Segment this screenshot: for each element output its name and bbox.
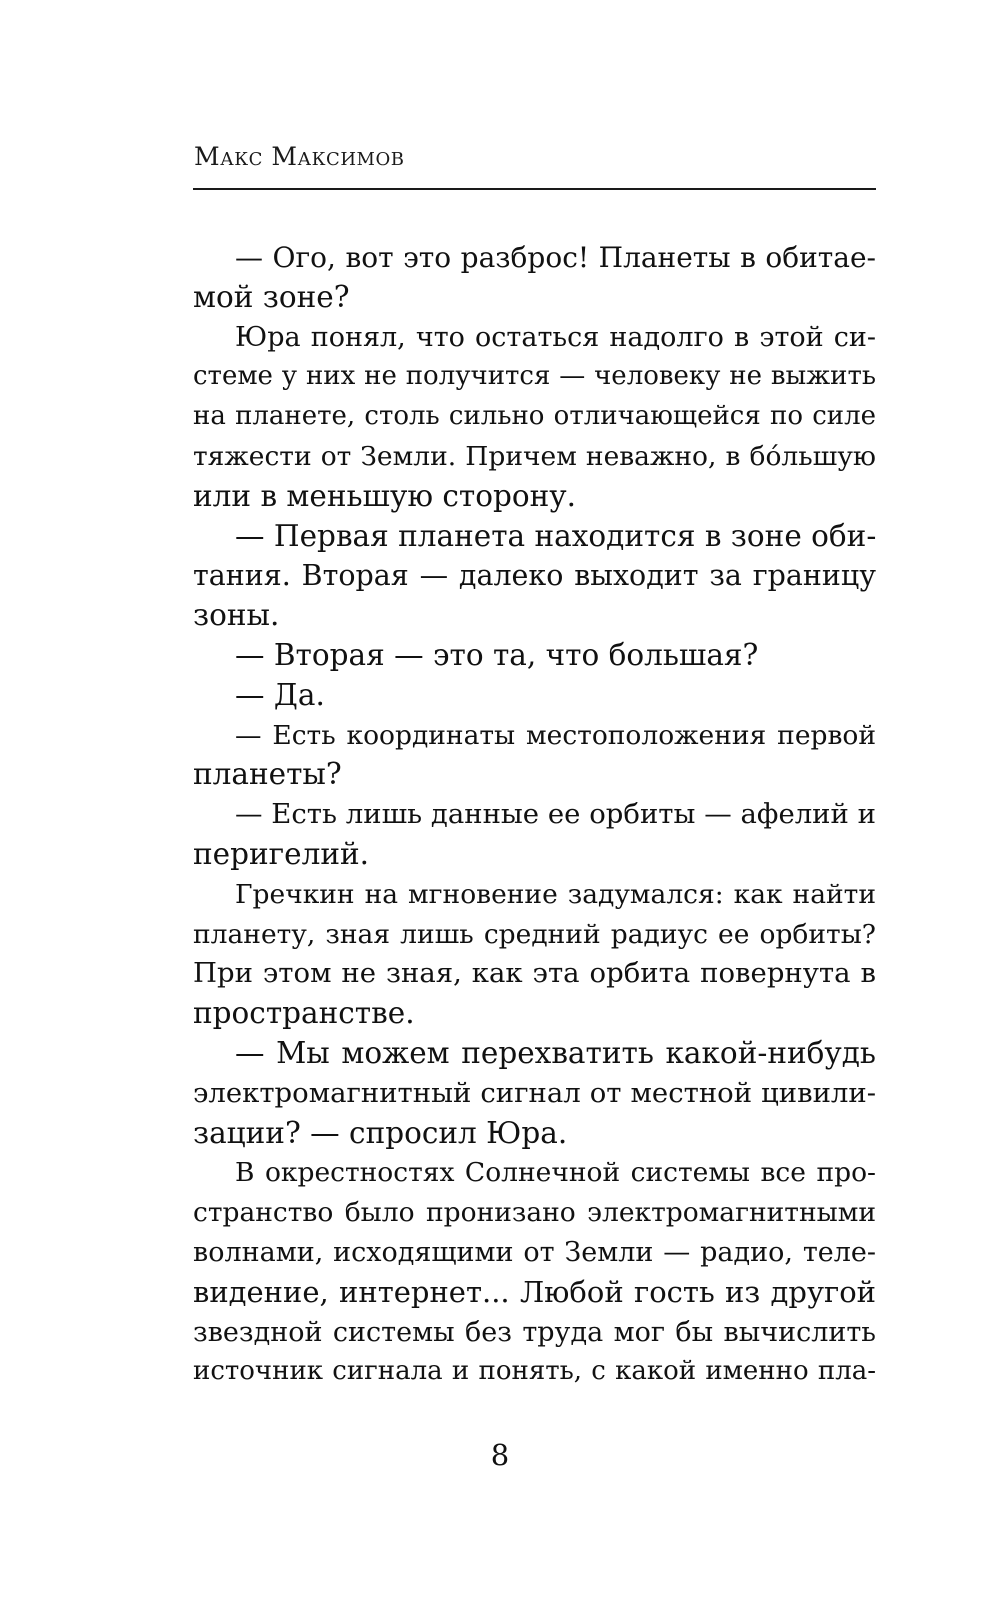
text-line: — Мы можем перехватить какой-нибудь: [235, 1035, 876, 1070]
header-rule: [193, 188, 876, 190]
text-line: источник сигнала и понять, с какой именно пла-: [193, 1356, 876, 1387]
text-line: мой зоне?: [193, 279, 350, 314]
text-line: тания. Вторая — далеко выходит за границу: [193, 559, 876, 593]
text-line: — Вторая — это та, что большая?: [235, 637, 759, 672]
text-line: — Первая планета находится в зоне оби-: [235, 518, 877, 553]
text-line: перигелий.: [193, 836, 370, 871]
page-number: 8: [490, 1438, 510, 1472]
text-line: — Ого, вот это разброс! Планеты в обитае-: [235, 241, 876, 274]
text-line: При этом не зная, как эта орбита повернута в: [193, 957, 876, 990]
text-line: звездной системы без труда мог бы вычислить: [193, 1316, 876, 1348]
text-line: зации? — спросил Юра.: [193, 1115, 568, 1150]
text-line: волнами, исходящими от Земли — радио, теле-: [193, 1236, 876, 1268]
text-line: — Да.: [235, 677, 325, 712]
text-line: Гречкин на мгновение задумался: как найти: [235, 878, 876, 910]
text-line: планеты?: [193, 757, 342, 792]
text-line: зоны.: [193, 598, 280, 633]
text-line: стеме у них не получится — человеку не выжить: [193, 361, 876, 392]
body-text: [193, 238, 876, 1392]
text-line: видение, интернет... Любой гость из другой: [193, 1274, 876, 1309]
text-line: пространстве.: [193, 996, 415, 1031]
text-line: или в меньшую сторону.: [193, 478, 577, 513]
text-line: странство было пронизано электромагнитными: [193, 1197, 876, 1229]
text-line: В окрестностях Солнечной системы все про-: [235, 1157, 876, 1189]
text-line: — Есть лишь данные ее орбиты — афелий и: [235, 798, 876, 831]
text-line: на планете, столь сильно отличающейся по силе: [193, 401, 876, 432]
text-line: — Есть координаты местоположения первой: [235, 719, 876, 751]
text-line: тяжести от Земли. Причем неважно, в бóльшую: [193, 440, 876, 472]
text-line: планету, зная лишь средний радиус ее орбиты?: [193, 918, 876, 950]
text-line: Юра понял, что остаться надолго в этой си-: [235, 321, 876, 353]
running-head: Макс Максимов: [194, 142, 405, 171]
text-line: электромагнитный сигнал от местной цивили-: [193, 1076, 876, 1109]
